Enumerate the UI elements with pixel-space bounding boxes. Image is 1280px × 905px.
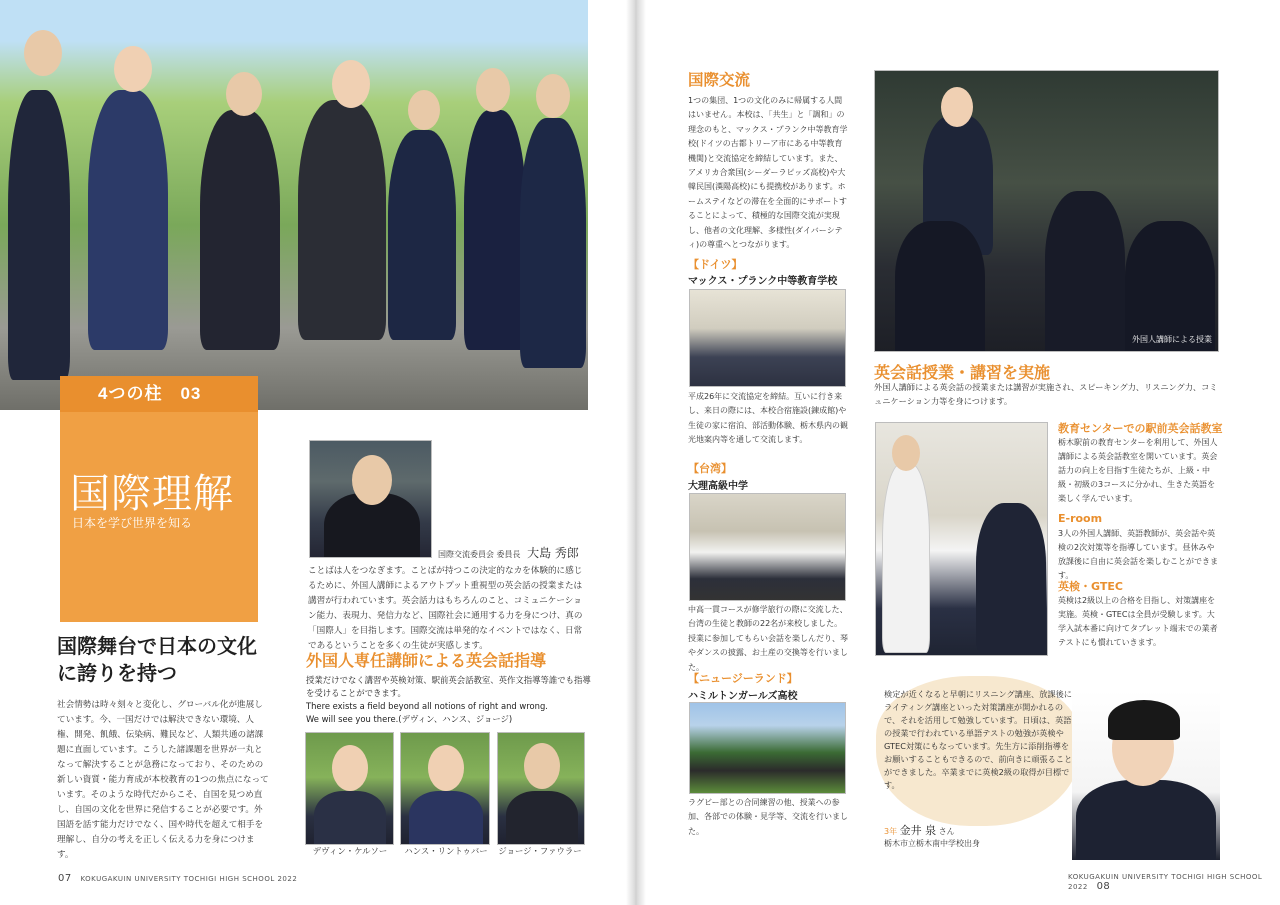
eroom-heading: E-room xyxy=(1058,512,1103,525)
nz-school-name: ハミルトンガールズ高校 xyxy=(688,691,798,702)
chair-role: 国際交流委員会 委員長 xyxy=(438,550,521,559)
germany-school-name: マックス・プランク中等教育学校 xyxy=(688,276,838,287)
main-headline xyxy=(57,633,277,687)
station-lesson-photo xyxy=(875,422,1048,656)
taiwan-body: 中高一貫コースが修学旅行の際に交流した、台湾の生徒と教師の22名が来校しました。授業に参加してもらい会話を楽しんだり、琴やダンスの披露、お土産の交換等を行いました。 xyxy=(688,605,848,672)
nz-exchange-photo xyxy=(689,702,846,794)
right-footer xyxy=(1068,873,1280,892)
germany-tag: 【ドイツ】 xyxy=(688,258,743,271)
nz-body: ラグビー部との合同練習の他、授業への参加、各部での体験・見学等、交流を行いました。 xyxy=(688,798,848,836)
teacher-name-devin: デヴィン・ケルソー xyxy=(312,846,388,856)
station-class-body: 栃木駅前の教育センターを利用して、外国人講師による英会話教室を開いています。英会話力の向上を目指す生徒たちが、上級・中級・初級の3コースに分かれ、生きた英語を楽しく学んでいます。 xyxy=(1058,438,1218,503)
chair-name: 大島 秀郎 xyxy=(527,546,579,560)
teacher-photo-hans xyxy=(400,732,490,845)
teachers-heading: 外国人専任講師による英会話指導 xyxy=(306,651,547,670)
eikaiwa-title: 英会話授業・講習を実施 xyxy=(874,363,1051,382)
chair-portrait-photo xyxy=(309,440,432,558)
headline-line-1: 国際舞台で日本の文化 xyxy=(57,634,257,658)
left-footer-text: KOKUGAKUIN UNIVERSITY TOCHIGI HIGH SCHOOL 2022 xyxy=(80,875,298,883)
eikaiwa-body: 外国人講師による英会話の授業または講習が実施され、スピーキング力、リスニング力、コミュニケーション力等を身につけます。 xyxy=(874,382,1218,406)
teachers-body-line-3: We will see you there.(デヴィン、ハンス、ジョージ) xyxy=(306,714,513,724)
nz-tag: 【ニュージーランド】 xyxy=(688,672,798,685)
pillar-title: 国際理解 xyxy=(70,471,234,517)
taiwan-exchange-photo xyxy=(689,493,846,601)
taiwan-school-name: 大理高級中学 xyxy=(688,481,748,492)
intro-body-text: 社会情勢は時々刻々と変化し、グローバル化が進展しています。今、一国だけでは解決できない環境、人権、開発、飢餓、伝染病、難民など、人類共通の諸課題に直面しています。こうした諸課題を世界が一丸となって解決することが急務になっており、そのための新しい資質・能力育成が本校教育の1つの焦点になっています。そのような時代だからこそ、自国を見つめ直し、自国の文化を世界に発信することが必要です。外国語を話す能力だけでなく、国や時代を超えて相手を理解し、自分の考えを正しく伝える力を身につけます。 xyxy=(57,700,269,860)
intl-exchange-title: 国際交流 xyxy=(688,71,751,89)
page-gutter xyxy=(626,0,646,905)
taiwan-tag: 【台湾】 xyxy=(688,462,732,475)
student-caption xyxy=(884,822,980,849)
teachers-body-line-2: There exists a field beyond all notions of right and wrong. xyxy=(306,701,548,711)
teacher-name-hans: ハンス・リントゥバー xyxy=(404,846,488,856)
student-name: 金井 泉 xyxy=(899,824,937,837)
student-year: 3年 xyxy=(884,827,898,836)
germany-exchange-photo xyxy=(689,289,846,387)
student-school: 栃木市立栃木南中学校出身 xyxy=(884,839,980,848)
germany-body: 平成26年に交流協定を締結。互いに行き来し、来日の際には、本校合宿施設(錬成館)や生徒の家に宿泊、部活動体験、栃木県内の観光地案内等を通して交流します。 xyxy=(688,392,848,445)
classroom-lesson-photo xyxy=(874,70,1219,352)
classroom-caption: 外国人講師による授業 xyxy=(1132,335,1212,344)
eroom-body: 3人の外国人講師、英語教師が、英会話や英検の2次対策等を指導しています。昼休みや放課後に自由に英会話を楽しむことができます。 xyxy=(1058,529,1218,580)
chair-message: ことばは人をつなぎます。ことばが持つこの決定的なカを体験的に感じるために、外国人講師によるアウトプット重視型の英会話の授業または講習が行われています。英会話力はもちろんのこと、コミュニケーション能力、表現力、発信力など、国際社会に通用する力を身につけ、真の「国際人」を目指します。国際交流は単発的なイベントではなく、日常であるということを多くの生徒が実感します。 xyxy=(308,566,583,651)
student-portrait-photo xyxy=(1072,690,1220,860)
intl-exchange-body: 1つの集団、1つの文化のみに帰属する人間はいません。本校は、「共生」と「調和」の理念のもと、マックス・プランク中等教育学校(ドイツの古都トリーア市にある中等教育機関)と交流協定を締結しています。また、アメリカ合衆国(シーダーラピッズ高校)や大韓民国(漢陽高校)にも提携校があります。ホームステイなどの滞在を全面的にサポートすることによって、積極的な国際交流が実現し、他者の文化理解、多様性(ダイバーシティ)の尊重へとつながります。 xyxy=(688,96,848,250)
gtec-heading: 英検・GTEC xyxy=(1058,580,1123,593)
student-suffix: さん xyxy=(938,827,955,836)
hero-group-photo xyxy=(0,0,588,410)
left-page-number: 07 xyxy=(58,873,72,884)
station-class-heading: 教育センターでの駅前英会話教室 xyxy=(1058,422,1223,435)
left-footer xyxy=(58,873,297,884)
gtec-body: 英検は2級以上の合格を目指し、対策講座を実施。英検・GTECは全員が受験します。大学入試本番に向けてタブレット端末での業者テストにも慣れていきます。 xyxy=(1058,596,1218,647)
right-footer-text: KOKUGAKUIN UNIVERSITY TOCHIGI HIGH SCHOOL 2022 xyxy=(1068,873,1263,891)
teacher-photo-devin xyxy=(305,732,394,845)
left-page xyxy=(0,0,632,905)
pillar-subtitle: 日本を学び世界を知る xyxy=(72,516,193,530)
chair-caption xyxy=(438,544,579,561)
pillar-box xyxy=(60,412,258,622)
pillar-label: 4つの柱 03 xyxy=(60,376,258,412)
teacher-name-george: ジョージ・ファウラー xyxy=(498,846,582,856)
teachers-body xyxy=(306,674,592,726)
teacher-photo-george xyxy=(497,732,585,845)
right-page-number: 08 xyxy=(1096,881,1111,892)
headline-line-2: に誇りを持つ xyxy=(57,661,177,685)
student-quote: 検定が近くなると早朝にリスニング講座、放課後にライティング講座といった対策講座が開かれるので、それを活用して勉強しています。日頃は、英語の授業で行われている単語テストの勉強が英検やGTEC対策にもなっています。先生方に添削指導をお願いすることもできるので、前向きに頑張ることができました。卒業までに英検2級の取得が目標です。 xyxy=(884,689,1073,790)
teachers-body-line-1: 授業だけでなく講習や英検対策、駅前英会話教室、英作文指導等誰でも指導を受けることができます。 xyxy=(306,675,591,698)
